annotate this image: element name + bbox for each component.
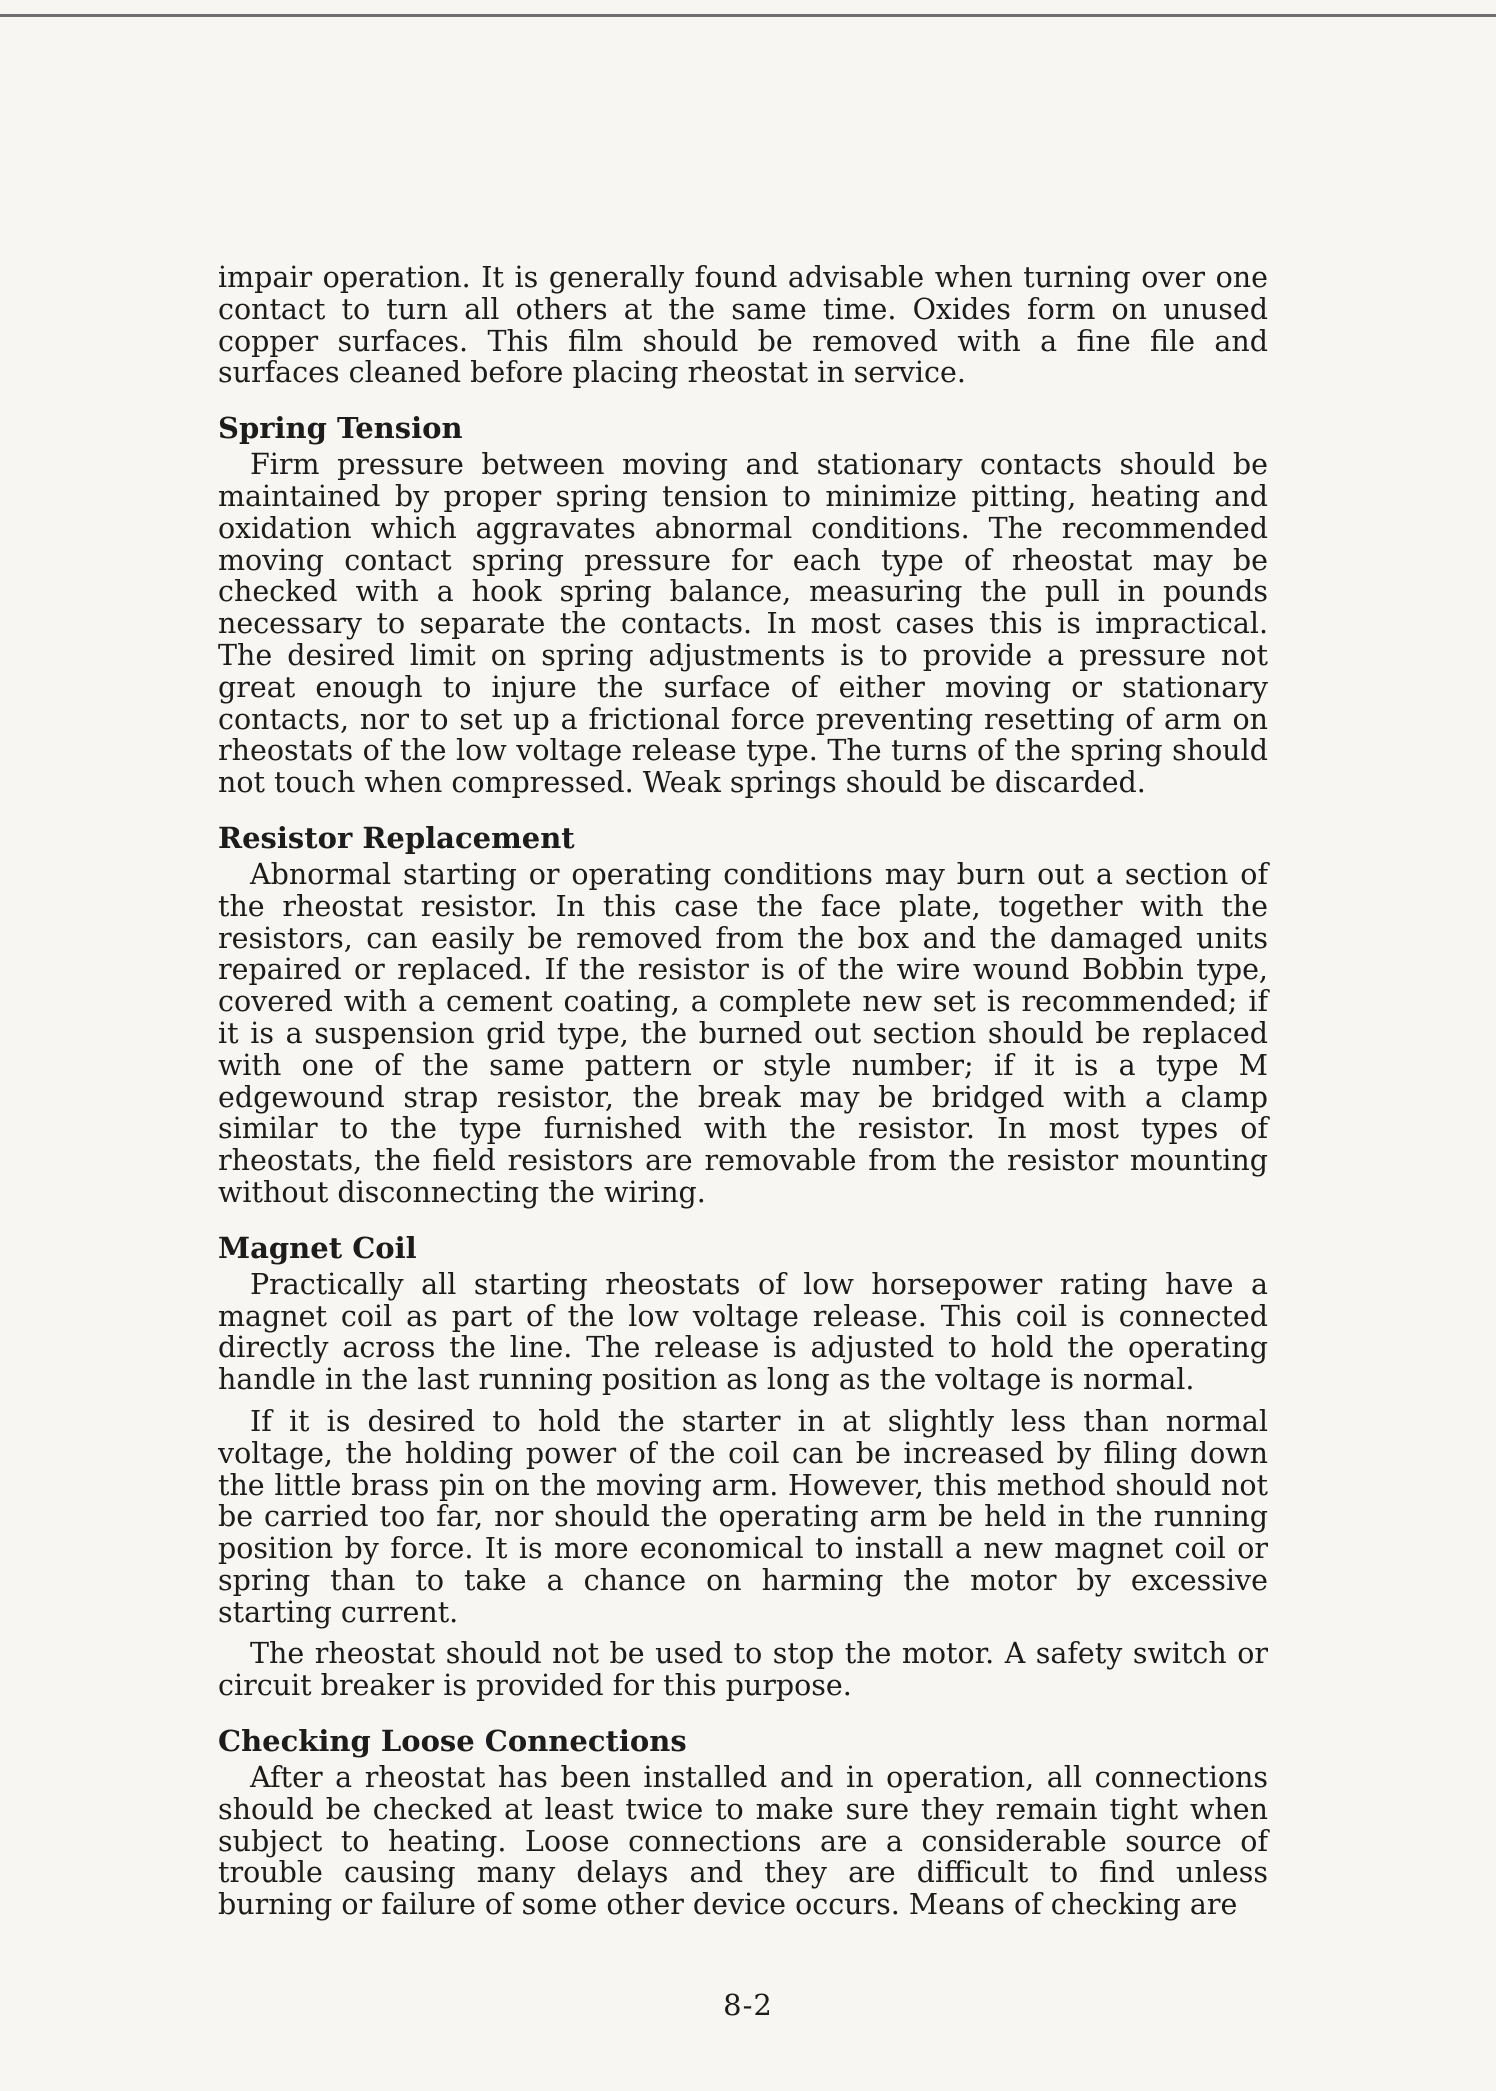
heading-spring-tension: Spring Tension [218, 411, 463, 446]
section-intro [218, 262, 1268, 389]
section-resistor-replacement [218, 821, 1268, 1209]
paragraph-magnet-coil-1: Practically all starting rheostats of low horsepower rating have a magnet coil as part of the low voltage release. This coil is connected directly across the line. The release is adjusted to hold the operating handle in the last running position as long as the voltage is normal. [218, 1267, 1268, 1397]
heading-resistor-replacement: Resistor Replacement [218, 820, 575, 855]
section-spring-tension [218, 411, 1268, 799]
paragraph-spring-tension: Firm pressure between moving and stationary contacts should be maintained by proper spring tension to minimize pitting, heating and oxidation which aggravates abnormal conditions. The recommended moving contact spring pressure for each type of rheostat may be checked with a hook spring balance, measuring the pull in pounds necessary to separate the contacts. In most cases this is impractical. The desired limit on spring adjustments is to provide a pressure not great enough to injure the surface of either moving or stationary contacts, nor to set up a frictional force preventing resetting of arm on rheostats of the low voltage release type. The turns of the spring should not touch when compressed. Weak springs should be discarded. [218, 448, 1268, 800]
page-body [218, 262, 1268, 1921]
paragraph-resistor-replacement: Abnormal starting or operating conditions may burn out a section of the rheostat resistor. In this case the face plate, together with the resistors, can easily be removed from the box and the damaged units repaired or replaced. If the resistor is of the wire wound Bobbin type, covered with a cement coating, a complete new set is recommended; if it is a suspension grid type, the burned out section should be replaced with one of the same pattern or style number; if it is a type M edgewound strap resistor, the break may be bridged with a clamp similar to the type furnished with the resistor. In most types of rheostats, the field resistors are removable from the resistor mounting without disconnecting the wiring. [218, 857, 1268, 1209]
section-checking-loose-connections [218, 1724, 1268, 1921]
paragraph-magnet-coil-3: The rheostat should not be used to stop the motor. A safety switch or circuit breaker is provided for this purpose. [218, 1637, 1268, 1703]
heading-magnet-coil: Magnet Coil [218, 1230, 417, 1265]
paragraph-intro: impair operation. It is generally found advisable when turning over one contact to turn all others at the same time. Oxides form on unused copper surfaces. This film should be removed with a fine file and surfaces cleaned before placing rheostat in service. [218, 261, 1268, 390]
paragraph-magnet-coil-2: If it is desired to hold the starter in at slightly less than normal voltage, the holding power of the coil can be increased by filing down the little brass pin on the moving arm. However, this method should not be carried too far, nor should the operating arm be held in the running position by force. It is more economical to install a new magnet coil or spring than to take a chance on harming the motor by excessive starting current. [218, 1404, 1268, 1629]
page-number: 8-2 [723, 1988, 773, 2022]
heading-checking-loose-connections: Checking Loose Connections [218, 1724, 687, 1759]
section-magnet-coil [218, 1231, 1268, 1702]
scan-edge-line [0, 14, 1496, 17]
paragraph-checking-loose-connections: After a rheostat has been installed and in operation, all connections should be checked at least twice to make sure they remain tight when subject to heating. Loose connections are a considerable source of trouble causing many delays and they are difficult to find unless burning or failure of some other device occurs. Means of checking are [218, 1761, 1268, 1922]
